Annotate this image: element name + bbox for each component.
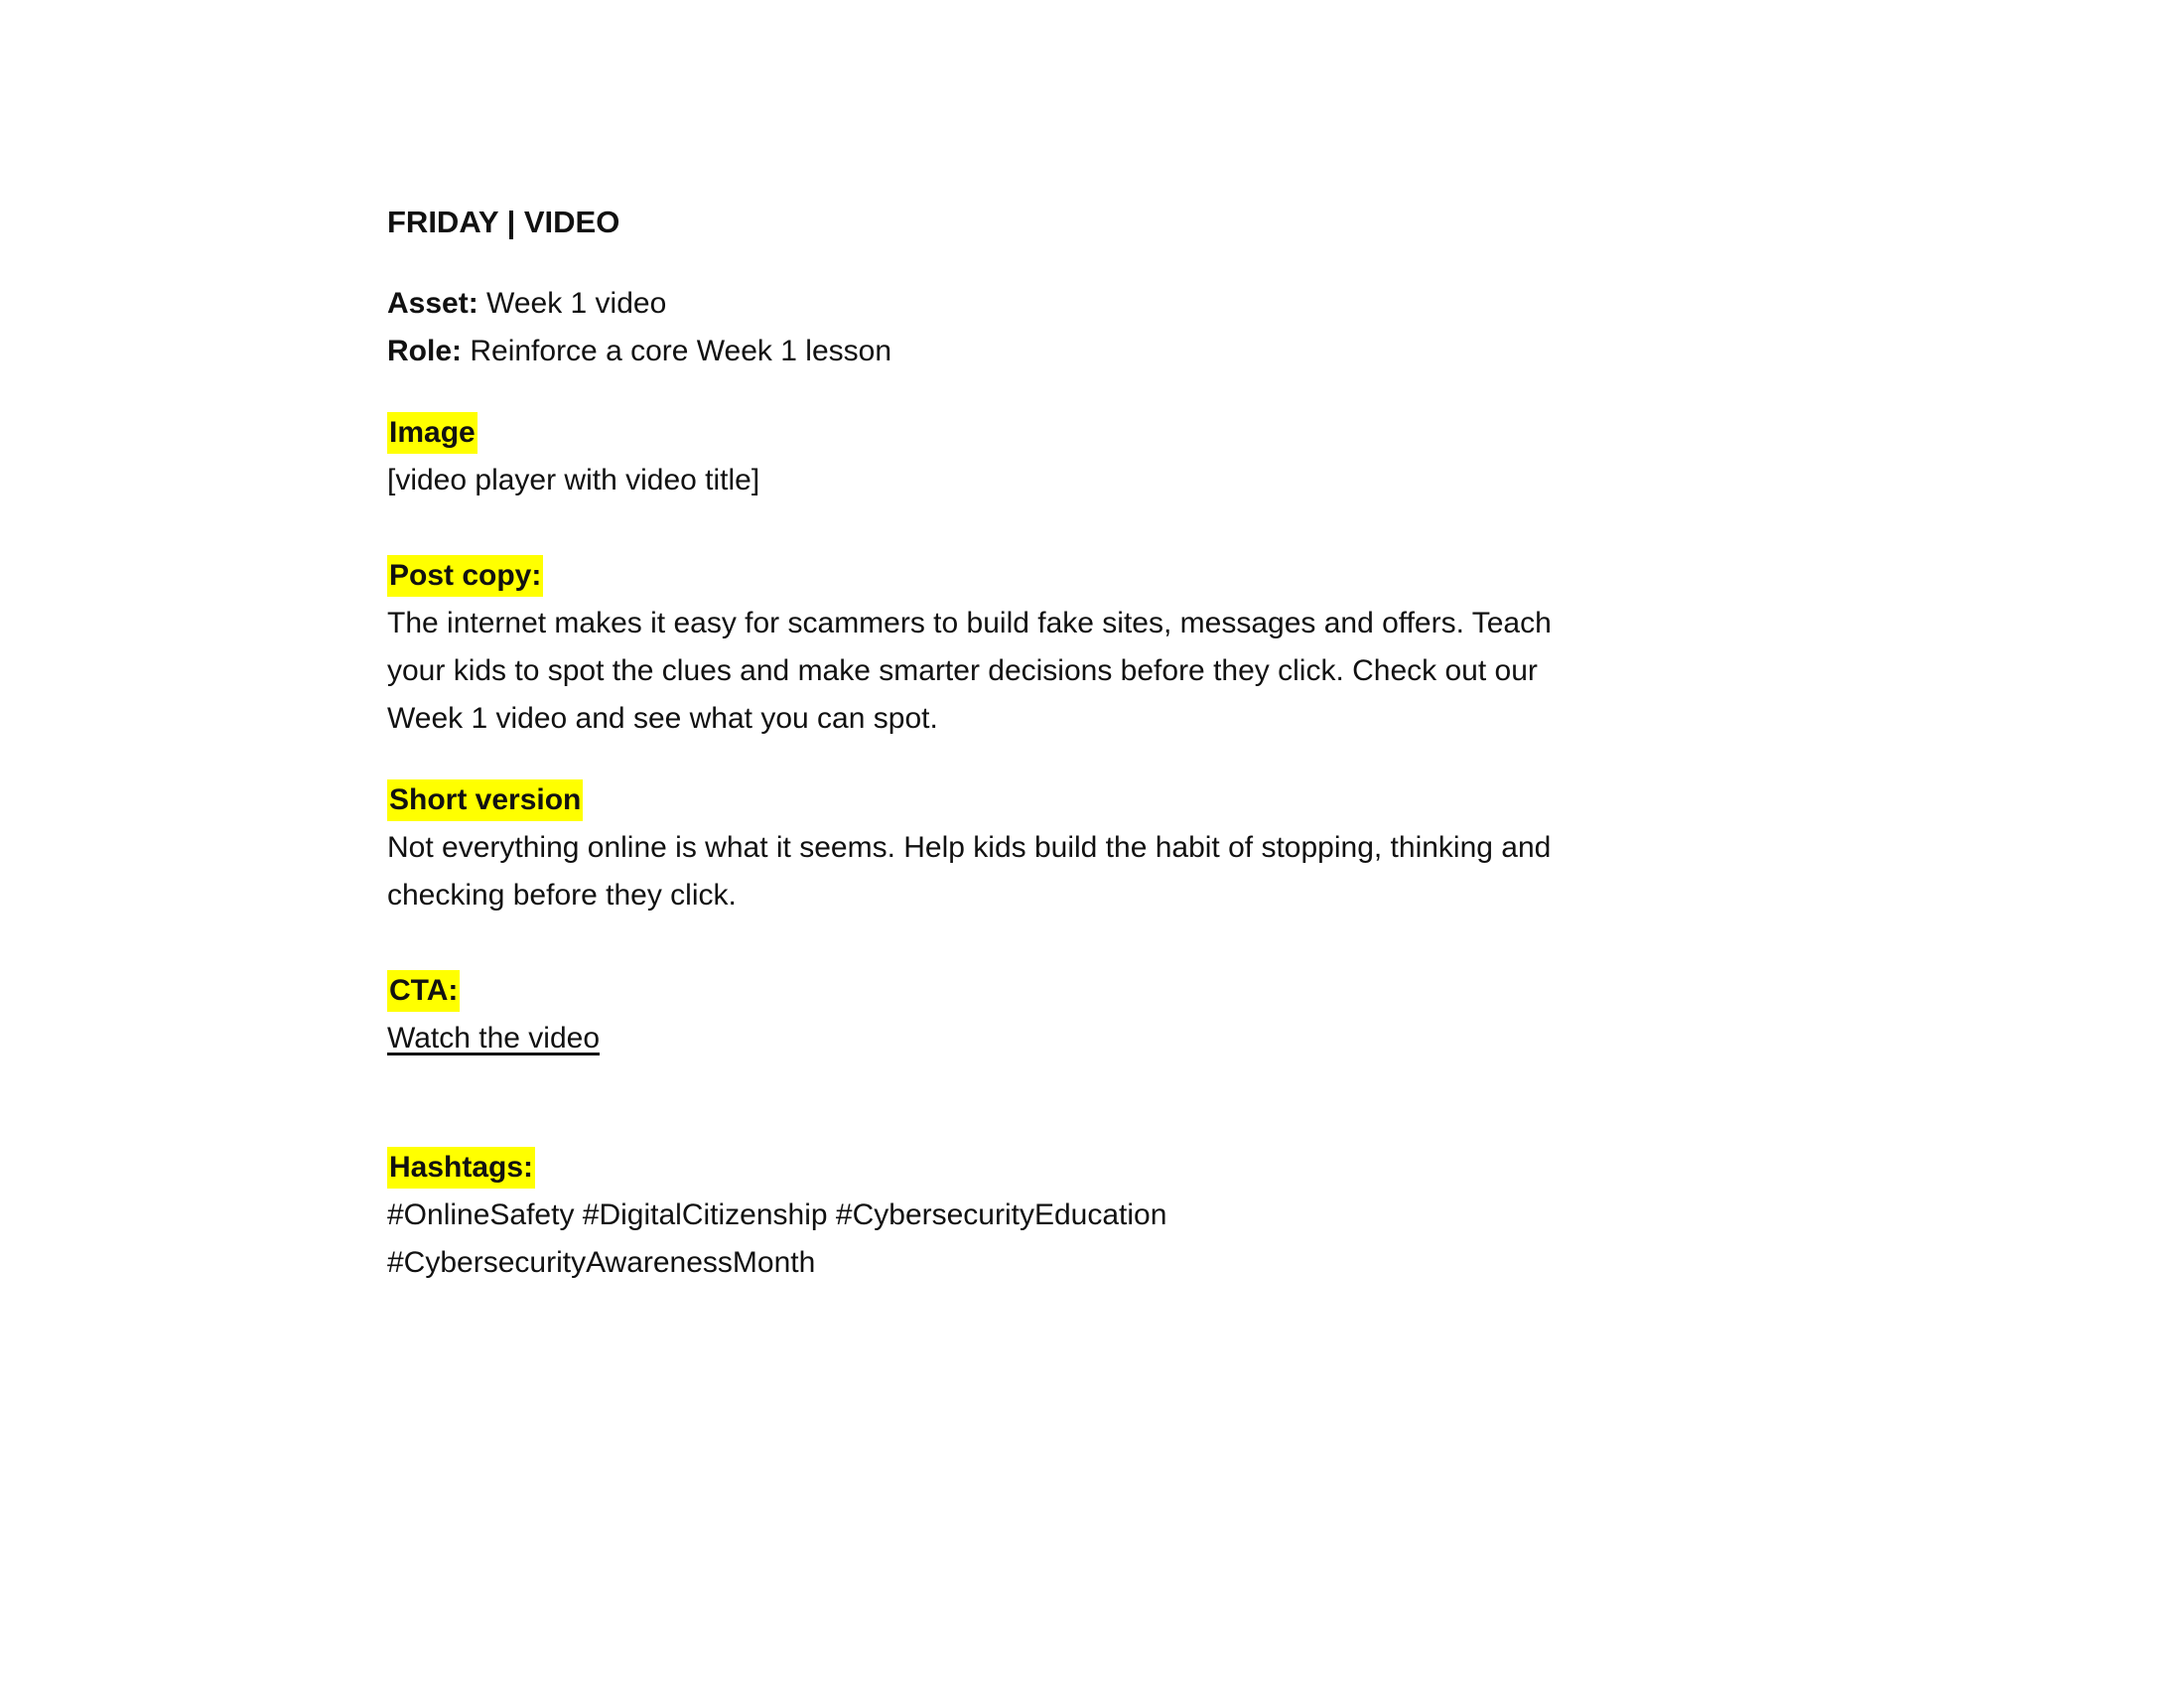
short-version-line: checking before they click. <box>387 879 737 912</box>
role-line <box>387 328 1638 375</box>
document-content <box>387 199 1638 1287</box>
post-copy-line: Week 1 video and see what you can spot. <box>387 702 938 735</box>
asset-label: Asset: <box>387 287 478 320</box>
post-copy-heading: Post copy: <box>387 555 543 597</box>
short-version-heading: Short version <box>387 779 583 821</box>
role-label: Role: <box>387 335 462 367</box>
hashtags-section <box>387 1144 1638 1192</box>
cta-section <box>387 967 1638 1015</box>
page-title: FRIDAY | VIDEO <box>387 205 620 239</box>
image-description: [video player with video title] <box>387 464 760 496</box>
hashtags-line: #CybersecurityAwarenessMonth <box>387 1246 816 1279</box>
cta-line <box>387 1015 1638 1062</box>
role-value: Reinforce a core Week 1 lesson <box>470 335 892 367</box>
cta-heading: CTA: <box>387 970 460 1012</box>
short-version-section <box>387 776 1638 824</box>
hashtags-heading: Hashtags: <box>387 1147 535 1189</box>
image-section <box>387 409 1638 457</box>
asset-line <box>387 280 1638 328</box>
post-copy-line: The internet makes it easy for scammers to build fake sites, messages and offers. Teach <box>387 607 1552 639</box>
post-copy-section <box>387 552 1638 600</box>
watch-video-link[interactable]: Watch the video <box>387 1022 600 1055</box>
hashtags-line: #OnlineSafety #DigitalCitizenship #CybersecurityEducation <box>387 1198 1167 1231</box>
image-heading: Image <box>387 412 478 454</box>
short-version-line: Not everything online is what it seems. Help kids build the habit of stopping, thinking and <box>387 831 1552 864</box>
post-copy-line: your kids to spot the clues and make smarter decisions before they click. Check out our <box>387 654 1538 687</box>
asset-value: Week 1 video <box>486 287 667 320</box>
